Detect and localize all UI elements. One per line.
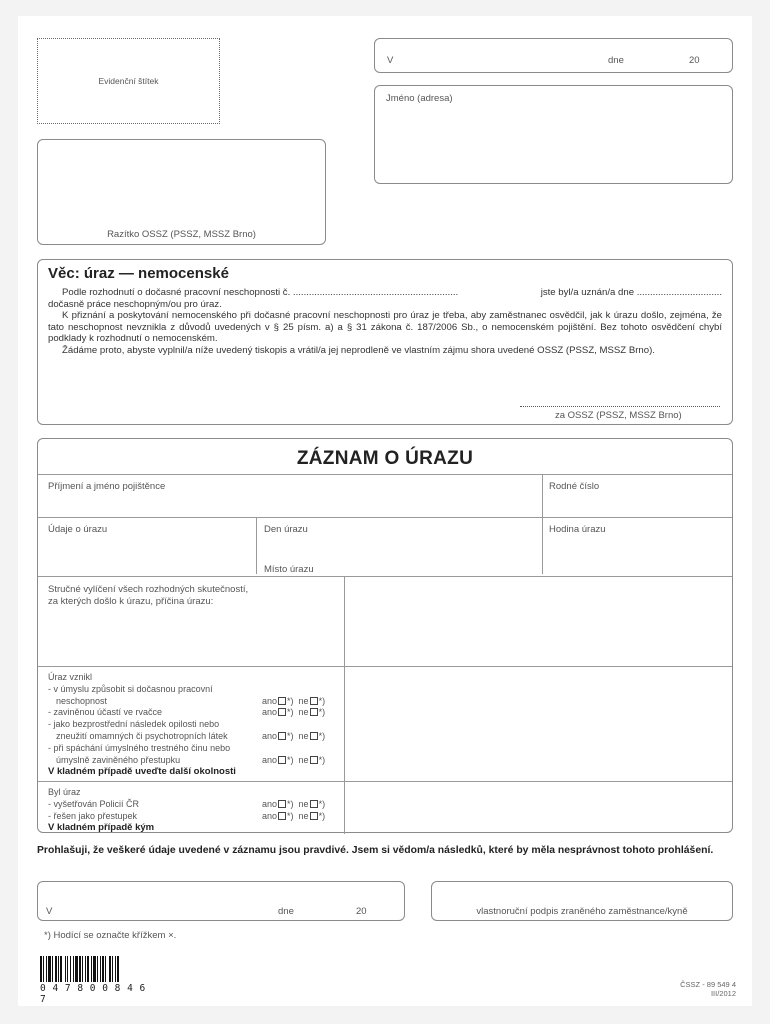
letter-title: Věc: úraz — nemocenské: [48, 265, 229, 282]
footnote-mark: *): [287, 798, 294, 809]
yes-checkbox[interactable]: [278, 800, 286, 808]
signature-line: [520, 406, 720, 407]
cause-options: [262, 707, 325, 719]
cause-options: [262, 755, 325, 767]
cause-item-line2: neschopnost: [56, 695, 108, 706]
no-label: ne: [298, 707, 309, 718]
yes-label: ano: [262, 754, 278, 765]
footnote-text: *) Hodící se označte křížkem ×.: [44, 930, 177, 941]
footnote-mark: *): [318, 754, 326, 765]
date-label: dne: [608, 55, 624, 66]
signature-box[interactable]: [431, 881, 733, 921]
injury-cause-section: [48, 672, 348, 778]
description-label-line2: za kterých došlo k úrazu, příčina úrazu:: [48, 596, 214, 607]
yes-label: ano: [262, 695, 278, 706]
no-label: ne: [298, 730, 309, 741]
footnote-mark: *): [287, 754, 294, 765]
yes-checkbox[interactable]: [278, 732, 286, 740]
bottom-year-prefix: 20: [356, 906, 367, 917]
investigation-footer: V kladném případě kým: [48, 822, 155, 834]
stamp-box[interactable]: [37, 139, 326, 245]
place-date-box[interactable]: [374, 38, 733, 73]
insured-name-label: Příjmení a jméno pojištěnce: [48, 481, 166, 492]
letter-body: [48, 287, 722, 356]
letter-signature: za OSSZ (PSSZ, MSSZ Brno): [555, 410, 682, 421]
evidence-label-text: Evidenční štítek: [98, 76, 159, 86]
divider: [256, 517, 257, 574]
investigation-options: [262, 799, 325, 811]
injury-hour-label: Hodina úrazu: [549, 524, 606, 535]
no-checkbox[interactable]: [310, 697, 318, 705]
barcode: [40, 956, 158, 982]
cause-item: [48, 719, 348, 743]
yes-label: ano: [262, 798, 278, 809]
description-label: [48, 584, 248, 608]
cause-options: [262, 696, 325, 708]
divider: [38, 474, 732, 475]
injury-date-label: Den úrazu: [264, 524, 308, 535]
no-checkbox[interactable]: [310, 800, 318, 808]
bottom-place-label: V: [46, 906, 53, 917]
footnote-mark: *): [318, 695, 326, 706]
letter-para2: K přiznání a poskytování nemocenského při dočasné pracovní neschopnosti pro úraz je třeba, aby zaměstnanec osvědčil, jak k úrazu došlo, zejména, že tato neschopnost nevznikla z důvodů uvedených v § 25 písm. a) a § 31 zákona č. 187/2006 Sb., o nemocenském pojištění. Bez tohoto osvědčení chybí podklady k rozhodnutí o nemocenském.: [48, 310, 722, 344]
cause-options: [262, 731, 325, 743]
cause-item-line1: - zaviněnou účastí ve rvačce: [48, 707, 163, 718]
cause-item: [48, 707, 348, 719]
letter-line1-b: jste byl/a uznán/a dne ................................: [540, 287, 722, 298]
investigation-heading: Byl úraz: [48, 787, 81, 797]
cause-item: [48, 743, 348, 767]
no-label: ne: [298, 810, 309, 821]
footnote-mark: *): [318, 810, 326, 821]
footnote-mark: *): [287, 730, 294, 741]
yes-label: ano: [262, 707, 278, 718]
investigation-item: [48, 811, 348, 823]
letter-line1-a: Podle rozhodnutí o dočasné pracovní neschopnosti č. ..............................................................: [62, 287, 459, 298]
cause-item-line1: - při spáchání úmyslného trestného činu nebo: [48, 742, 231, 753]
divider: [38, 576, 732, 577]
injury-investigation-section: [48, 787, 348, 834]
name-address-label: Jméno (adresa): [386, 93, 453, 104]
description-label-line1: Stručné vylíčení všech rozhodných skutečností,: [48, 584, 249, 595]
investigation-item: [48, 799, 348, 811]
cause-item-line2: zneužití omamných či psychotropních látek: [56, 730, 228, 741]
name-address-box[interactable]: [374, 85, 733, 184]
yes-checkbox[interactable]: [278, 756, 286, 764]
no-checkbox[interactable]: [310, 812, 318, 820]
footnote-mark: *): [287, 810, 294, 821]
divider: [38, 517, 732, 518]
divider: [38, 666, 732, 667]
yes-checkbox[interactable]: [278, 697, 286, 705]
divider: [542, 474, 543, 574]
no-label: ne: [298, 695, 309, 706]
signature-label: vlastnoruční podpis zraněného zaměstnance/kyně: [476, 906, 688, 917]
form-code: ČSSZ - 89 549 4: [680, 980, 736, 989]
letter-box: [37, 259, 733, 425]
cause-item: [48, 684, 348, 708]
form-version: III/2012: [710, 989, 736, 998]
bottom-place-date-box[interactable]: [37, 881, 405, 921]
yes-label: ano: [262, 810, 278, 821]
birth-number-label: Rodné číslo: [549, 481, 600, 492]
cause-item-line2: úmyslně zaviněného přestupku: [56, 754, 181, 765]
bottom-date-label: dne: [278, 906, 294, 917]
record-box: [37, 438, 733, 833]
no-checkbox[interactable]: [310, 756, 318, 764]
footnote-mark: *): [318, 730, 326, 741]
injury-cause-heading: Úraz vznikl: [48, 672, 93, 682]
investigation-item-label: - vyšetřován Policií ČR: [48, 798, 140, 809]
declaration-text: Prohlašuji, že veškeré údaje uvedené v záznamu jsou pravdivé. Jsem si vědom/a následků, které by měla nesprávnost tohoto prohlášení.: [37, 845, 714, 856]
footnote-mark: *): [287, 707, 294, 718]
footnote-mark: *): [287, 695, 294, 706]
form-code-block: [650, 980, 736, 998]
stamp-label: Razítko OSSZ (PSSZ, MSSZ Brno): [107, 229, 256, 240]
yes-label: ano: [262, 730, 278, 741]
footnote-mark: *): [318, 707, 326, 718]
injury-cause-footer: V kladném případě uveďte další okolnosti: [48, 766, 236, 778]
injury-place-label: Místo úrazu: [264, 564, 314, 575]
injury-data-label: Údaje o úrazu: [48, 524, 108, 535]
letter-para3: Žádáme proto, abyste vyplnil/a níže uvedený tiskopis a vrátil/a jej neprodleně ve vlastním zájmu shora uvedené OSSZ (PSSZ, MSSZ Brno).: [62, 344, 655, 356]
evidence-label-box: [37, 38, 220, 124]
footnote-mark: *): [318, 798, 326, 809]
divider: [38, 781, 732, 782]
investigation-options: [262, 811, 325, 823]
no-checkbox[interactable]: [310, 732, 318, 740]
barcode-number: 0 4 7 8 0 0 8 4 6 7: [40, 983, 146, 1005]
investigation-item-label: - řešen jako přestupek: [48, 810, 138, 821]
barcode-bar: [119, 956, 120, 982]
letter-line2: dočasně práce neschopným/ou pro úraz.: [48, 298, 222, 310]
no-label: ne: [298, 798, 309, 809]
yes-checkbox[interactable]: [278, 812, 286, 820]
no-checkbox[interactable]: [310, 708, 318, 716]
yes-checkbox[interactable]: [278, 708, 286, 716]
place-label: V: [387, 55, 394, 66]
record-title: ZÁZNAM O ÚRAZU: [296, 448, 474, 469]
year-prefix: 20: [689, 55, 700, 66]
cause-item-line1: - jako bezprostřední následek opilosti nebo: [48, 719, 220, 730]
no-label: ne: [298, 754, 309, 765]
cause-item-line1: - v úmyslu způsobit si dočasnou pracovní: [48, 683, 213, 694]
